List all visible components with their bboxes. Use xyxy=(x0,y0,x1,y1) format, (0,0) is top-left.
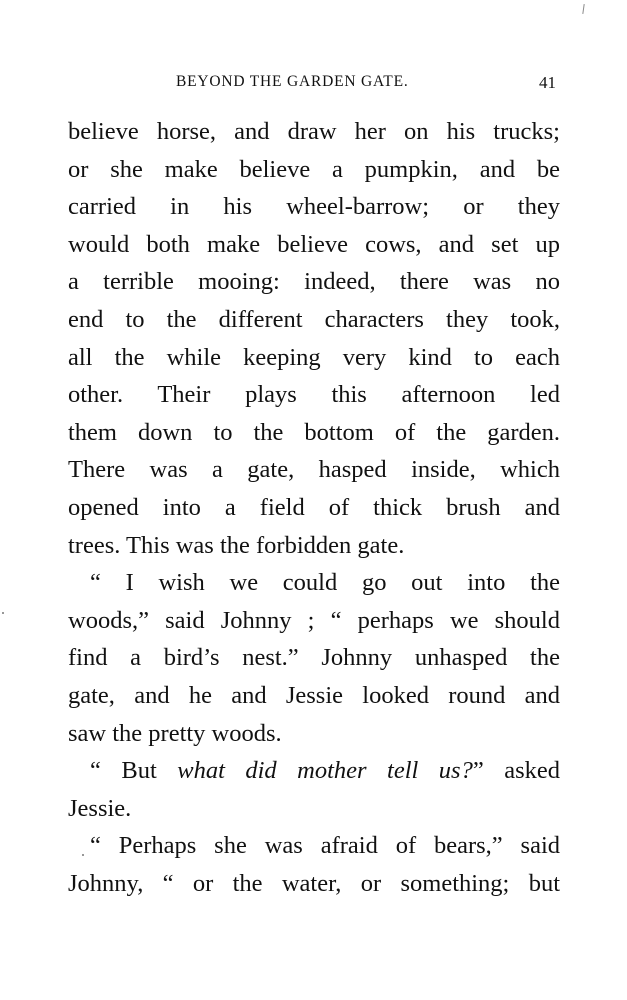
text-line: or she make believe a pumpkin, and be xyxy=(68,155,560,183)
scan-speck xyxy=(82,854,84,856)
text-segment: ” asked xyxy=(472,757,560,785)
text-line: woods,” said Johnny ; “ perhaps we should xyxy=(68,606,560,634)
scan-mark xyxy=(582,4,584,14)
text-line: “ I wish we could go out into the xyxy=(90,569,560,597)
page-header xyxy=(68,73,560,101)
italic-text: what did mother tell us? xyxy=(177,757,473,785)
text-line: “ Perhaps she was afraid of bears,” said xyxy=(90,832,560,860)
text-line: would both make believe cows, and set up xyxy=(68,230,560,258)
text-line: carried in his wheel-barrow; or they xyxy=(68,193,560,221)
page-number: 41 xyxy=(539,73,556,92)
text-line: end to the different characters they took, xyxy=(68,305,560,333)
text-line: Johnny, “ or the water, or something; but xyxy=(68,869,560,897)
scan-speck xyxy=(2,612,4,614)
text-line: other. Their plays this afternoon led xyxy=(68,381,560,409)
text-line: Jessie. xyxy=(68,794,132,822)
text-line: them down to the bottom of the garden. xyxy=(68,418,560,446)
text-line: trees. This was the forbidden gate. xyxy=(68,531,405,559)
text-line: gate, and he and Jessie looked round and xyxy=(68,681,560,709)
text-line: saw the pretty woods. xyxy=(68,719,282,747)
text-line: believe horse, and draw her on his trucks; xyxy=(68,118,560,145)
text-line: a terrible mooing: indeed, there was no xyxy=(68,268,560,296)
text-line xyxy=(68,752,560,790)
text-line: opened into a field of thick brush and xyxy=(68,493,560,521)
text-line: all the while keeping very kind to each xyxy=(68,343,560,371)
text-line: There was a gate, hasped inside, which xyxy=(68,456,560,484)
text-line: find a bird’s nest.” Johnny unhasped the xyxy=(68,644,560,672)
running-head: BEYOND THE GARDEN GATE. xyxy=(176,73,409,90)
body-text xyxy=(68,113,560,902)
text-segment: “ But xyxy=(90,757,178,785)
